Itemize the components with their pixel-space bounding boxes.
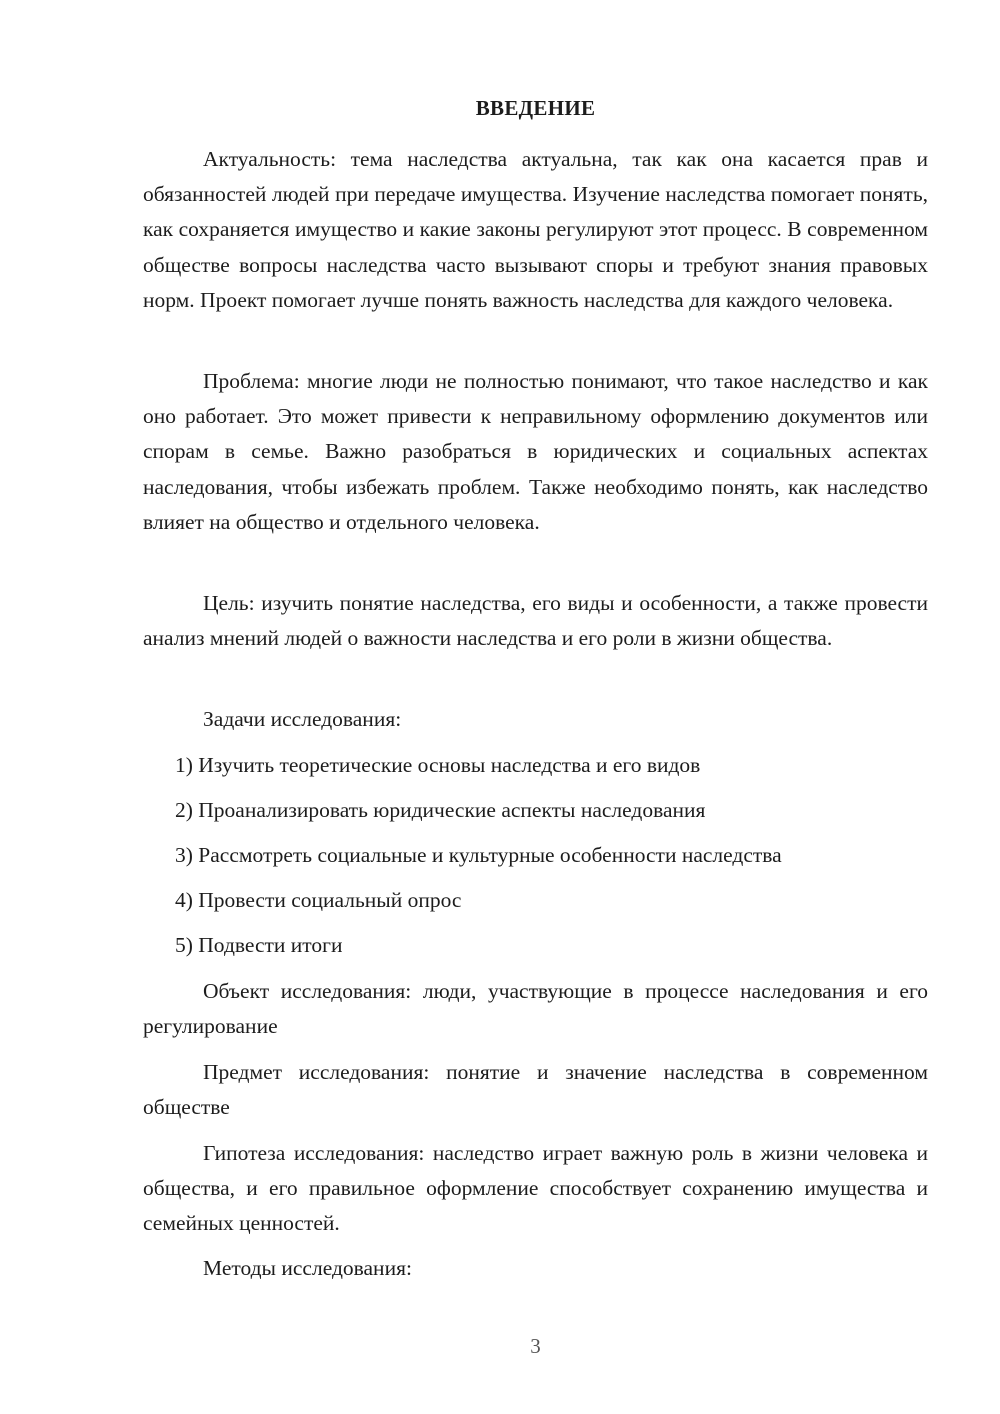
problem-paragraph: Проблема: многие люди не полностью понимают, что такое наследство и как оно работает. Это может привести к неправильному оформлению документов или спорам в семье. Важно разобраться в юридических и социальных аспектах наследования, чтобы избежать проблем. Также необходимо понять, как наследство влияет на общество и отдельного человека.	[143, 369, 928, 534]
task-item: 1) Изучить теоретические основы наследства и его видов	[175, 753, 701, 777]
relevance-paragraph: Актуальность: тема наследства актуальна, так как она касается прав и обязанностей людей при передаче имущества. Изучение наследства помогает понять, как сохраняется имущество и какие законы регулируют этот процесс. В современном обществе вопросы наследства часто вызывают споры и требуют знания правовых норм. Проект помогает лучше понять важность наследства для каждого человека.	[143, 147, 928, 312]
tasks-title: Задачи исследования:	[203, 707, 402, 731]
task-item: 4) Провести социальный опрос	[175, 888, 462, 912]
page-number: 3	[530, 1334, 541, 1358]
page-title: ВВЕДЕНИЕ	[475, 96, 596, 120]
hypothesis-paragraph: Гипотеза исследования: наследство играет важную роль в жизни человека и общества, и его правильное оформление способствует сохранению имущества и семейных ценностей.	[143, 1141, 928, 1236]
task-item: 5) Подвести итоги	[175, 933, 343, 957]
goal-paragraph: Цель: изучить понятие наследства, его виды и особенности, а также провести анализ мнений людей о важности наследства и его роли в жизни общества.	[143, 591, 928, 651]
methods-title: Методы исследования:	[203, 1256, 412, 1280]
object-paragraph: Объект исследования: люди, участвующие в процессе наследования и его регулирование	[143, 979, 928, 1039]
task-item: 3) Рассмотреть социальные и культурные особенности наследства	[175, 843, 782, 867]
subject-paragraph: Предмет исследования: понятие и значение наследства в современном обществе	[143, 1060, 928, 1120]
task-item: 2) Проанализировать юридические аспекты наследования	[175, 798, 706, 822]
